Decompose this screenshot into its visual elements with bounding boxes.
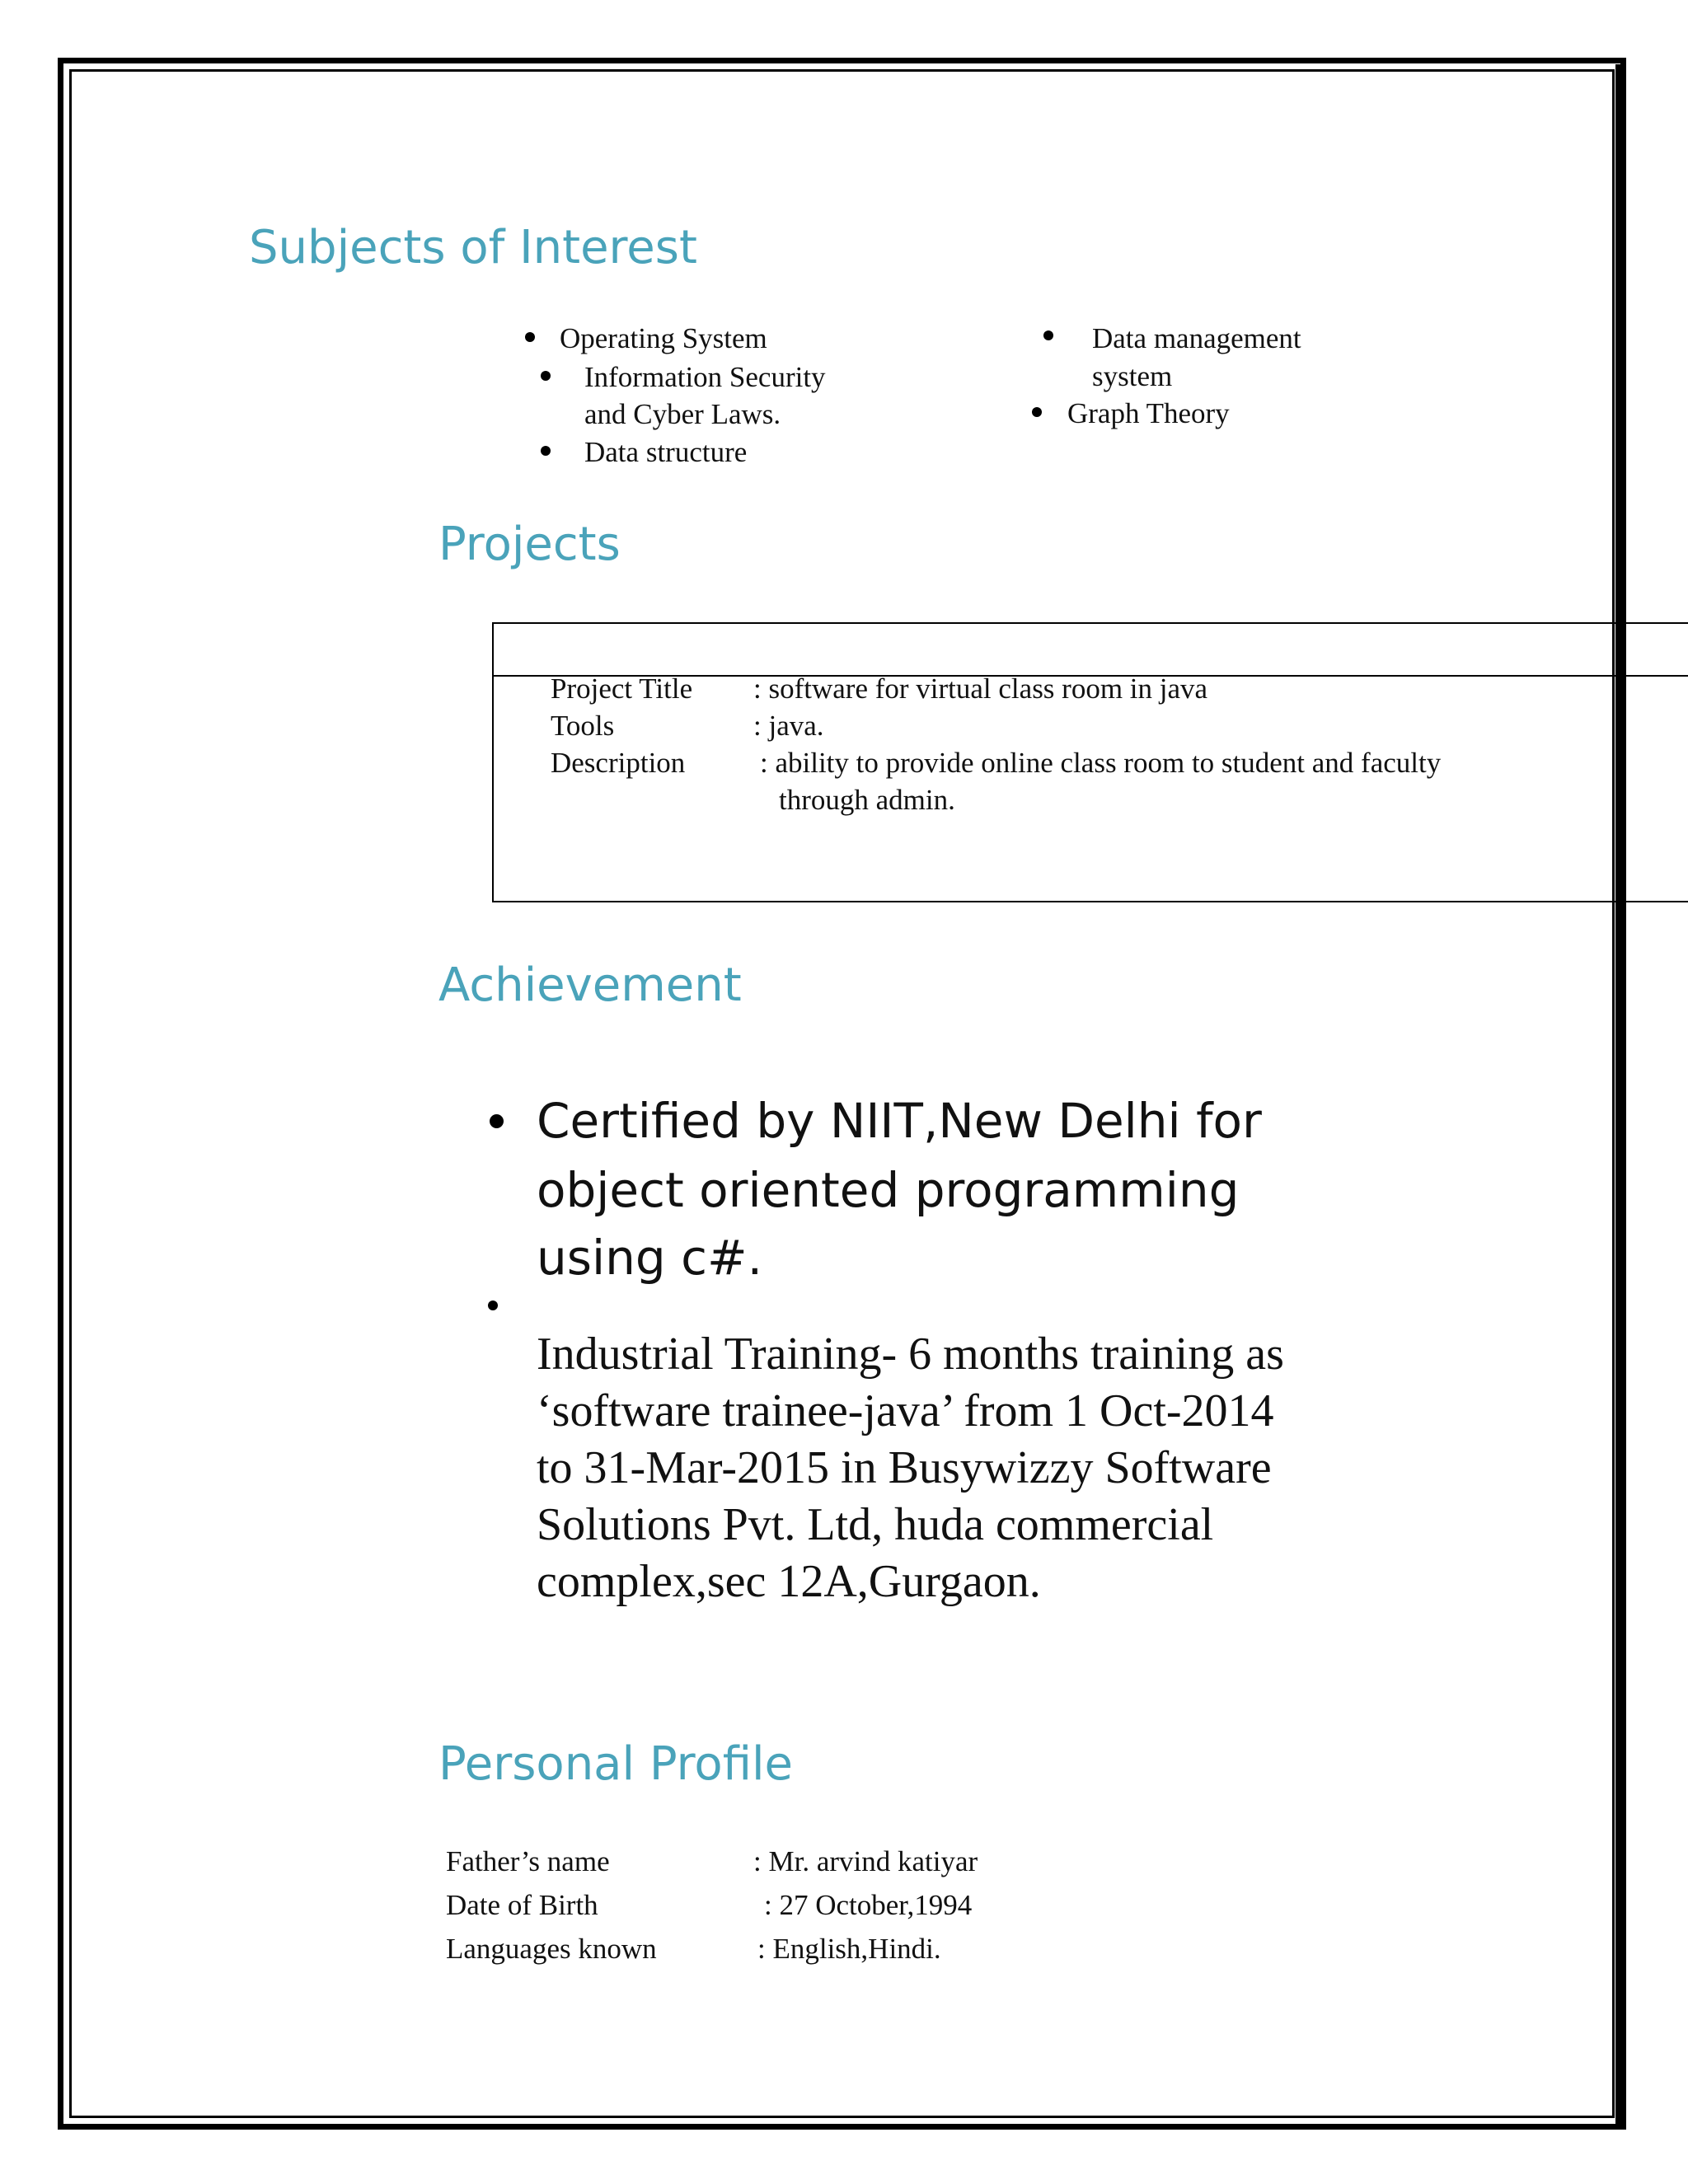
- achievement-line: to 31-Mar-2015 in Busywizzy Software: [537, 1442, 1272, 1493]
- project-field-value-cont: through admin.: [779, 784, 955, 816]
- subject-item: Information Security: [584, 361, 826, 393]
- section-heading-subjects: Subjects of Interest: [249, 221, 697, 274]
- section-heading-personal-profile: Personal Profile: [438, 1737, 793, 1791]
- subject-item: Operating System: [560, 322, 767, 354]
- achievement-line: ‘software trainee-java’ from 1 Oct-2014: [537, 1385, 1274, 1436]
- profile-field-label: Father’s name: [446, 1845, 610, 1877]
- subject-item: Data structure: [584, 436, 748, 468]
- bullet-icon: [1043, 330, 1053, 340]
- achievement-line: Solutions Pvt. Ltd, huda commercial: [537, 1499, 1214, 1550]
- project-field-label: Tools: [551, 710, 615, 742]
- profile-field-value: : 27 October,1994: [764, 1889, 973, 1921]
- bullet-icon: [541, 446, 551, 456]
- achievement-line: complex,sec 12A,Gurgaon.: [537, 1556, 1041, 1607]
- project-field-label: Description: [551, 747, 686, 779]
- subject-item: Data management: [1092, 322, 1301, 354]
- profile-field-value: : English,Hindi.: [757, 1933, 941, 1965]
- achievement-line: using c#.: [537, 1230, 763, 1286]
- subject-item-cont: system: [1092, 360, 1173, 392]
- section-heading-achievement: Achievement: [438, 958, 742, 1012]
- profile-field-label: Date of Birth: [446, 1889, 598, 1921]
- page-border-right-bar: [1615, 64, 1622, 2125]
- bullet-icon: [488, 1301, 498, 1310]
- project-field-value: : software for virtual class room in java: [753, 673, 1208, 705]
- achievement-line: Certified by NIIT,New Delhi for: [537, 1093, 1262, 1149]
- subject-item: Graph Theory: [1067, 397, 1230, 429]
- project-field-label: Project Title: [551, 673, 693, 705]
- profile-field-label: Languages known: [446, 1933, 657, 1965]
- bullet-icon: [525, 332, 535, 342]
- project-field-value: : ability to provide online class room to student and faculty: [760, 747, 1442, 779]
- bullet-icon: [541, 371, 551, 381]
- project-field-value: : java.: [753, 710, 824, 742]
- subject-item-cont: and Cyber Laws.: [584, 398, 781, 430]
- bullet-icon: [490, 1114, 504, 1128]
- bullet-icon: [1032, 407, 1042, 417]
- profile-field-value: : Mr. arvind katiyar: [753, 1845, 978, 1877]
- section-heading-projects: Projects: [438, 518, 621, 571]
- achievement-line: Industrial Training- 6 months training as: [537, 1329, 1284, 1380]
- achievement-line: object oriented programming: [537, 1162, 1240, 1218]
